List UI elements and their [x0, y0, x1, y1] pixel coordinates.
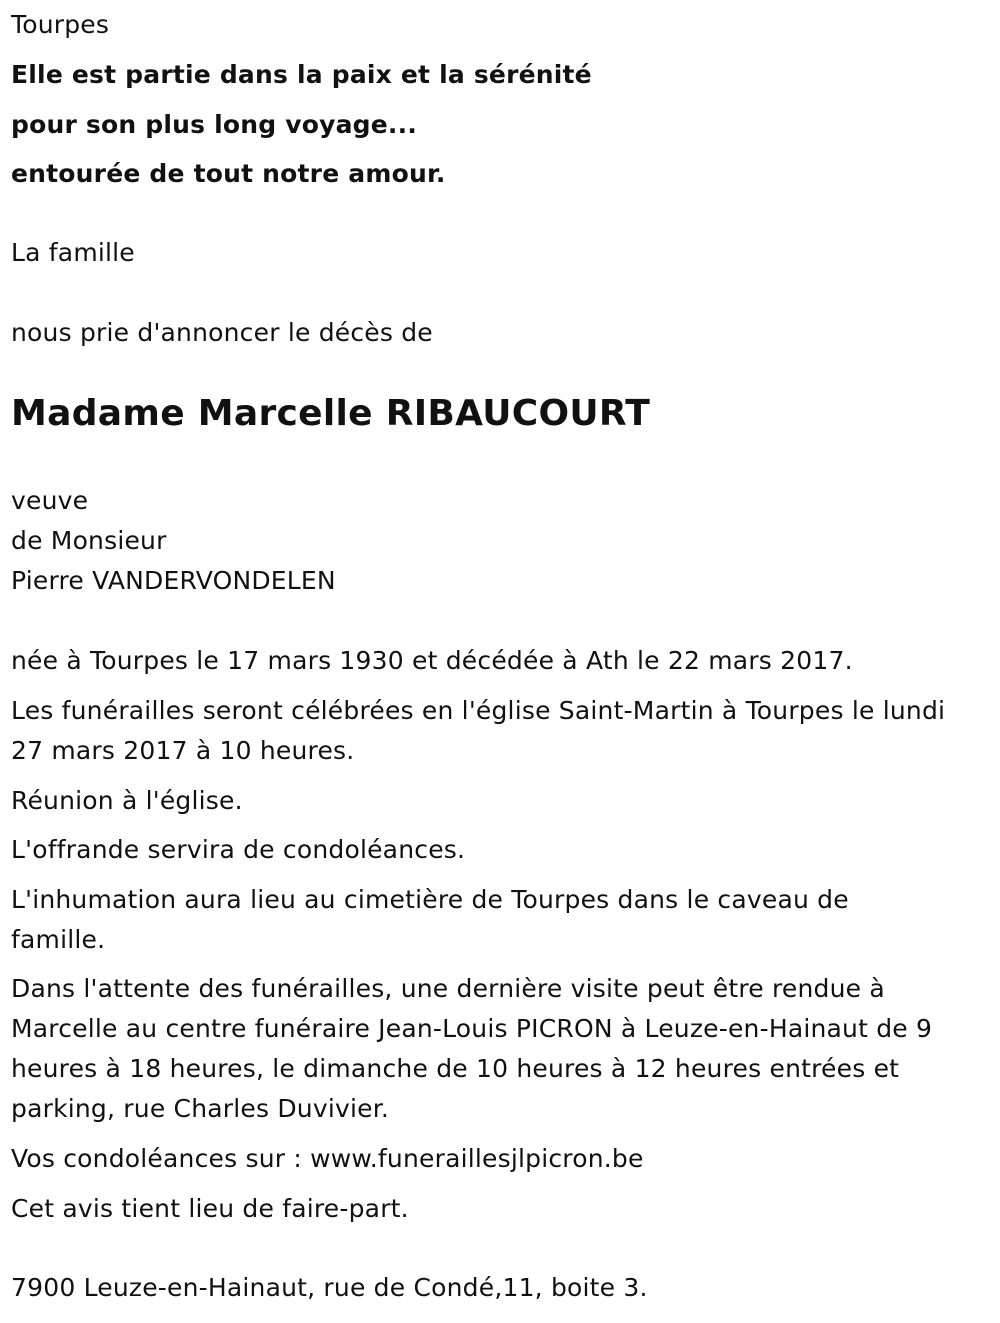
widow-status: veuve	[11, 486, 89, 515]
verse-line-1: Elle est partie dans la paix et la sérénité	[11, 60, 592, 89]
spouse-name: Pierre VANDERVONDELEN	[11, 566, 336, 595]
verse-line-2: pour son plus long voyage...	[11, 110, 418, 139]
address-text: 7900 Leuze-en-Hainaut, rue de Condé,11, boite 3.	[11, 1273, 648, 1302]
burial-text-line-1: L'inhumation aura lieu au cimetière de Tourpes dans le caveau de	[11, 885, 849, 914]
condolences-text: Vos condoléances sur : www.funeraillesjlpicron.be	[11, 1144, 644, 1173]
spouse-title: de Monsieur	[11, 526, 167, 555]
family-label: La famille	[11, 238, 135, 267]
burial-text-line-2: famille.	[11, 925, 106, 954]
announcement-text: nous prie d'annoncer le décès de	[11, 318, 433, 347]
funeral-text-line-1: Les funérailles seront célébrées en l'église Saint-Martin à Tourpes le lundi	[11, 696, 946, 725]
birth-death-text: née à Tourpes le 17 mars 1930 et décédée à Ath le 22 mars 2017.	[11, 646, 853, 675]
deceased-name: Madame Marcelle RIBAUCOURT	[11, 393, 651, 434]
visit-text-line-1: Dans l'attente des funérailles, une dernière visite peut être rendue à	[11, 974, 885, 1003]
funeral-text-line-2: 27 mars 2017 à 10 heures.	[11, 736, 355, 765]
offering-text: L'offrande servira de condoléances.	[11, 835, 466, 864]
place-heading: Tourpes	[11, 10, 110, 39]
visit-text-line-2: Marcelle au centre funéraire Jean-Louis PICRON à Leuze-en-Hainaut de 9	[11, 1014, 933, 1043]
visit-text-line-3: heures à 18 heures, le dimanche de 10 heures à 12 heures entrées et	[11, 1054, 900, 1083]
notice-text: Cet avis tient lieu de faire-part.	[11, 1194, 409, 1223]
visit-text-line-4: parking, rue Charles Duvivier.	[11, 1094, 390, 1123]
verse-line-3: entourée de tout notre amour.	[11, 159, 446, 188]
meeting-text: Réunion à l'église.	[11, 786, 243, 815]
